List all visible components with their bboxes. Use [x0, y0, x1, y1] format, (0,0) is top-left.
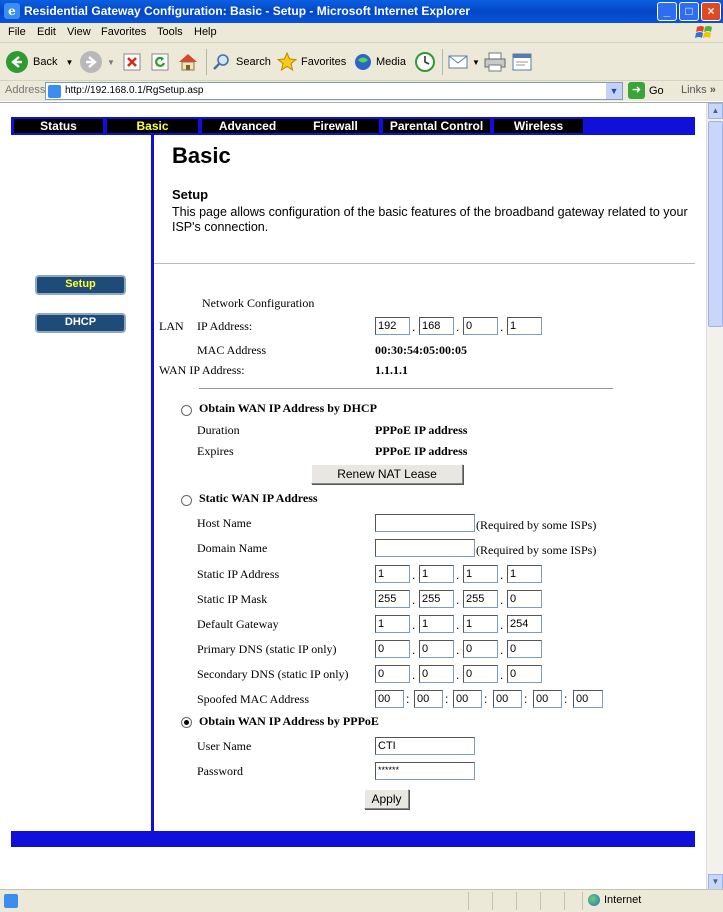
menu-view[interactable]: View — [67, 26, 91, 38]
scroll-up-icon[interactable]: ▲ — [708, 103, 723, 119]
vertical-scrollbar[interactable] — [706, 103, 723, 889]
scroll-thumb[interactable] — [708, 121, 723, 327]
links-expand-icon: » — [709, 84, 716, 96]
address-label: Address — [5, 84, 46, 96]
search-button[interactable] — [212, 49, 271, 75]
sidebar-item-dhcp[interactable]: DHCP — [35, 313, 126, 333]
menu-bar — [0, 23, 723, 43]
static-option-label: Static WAN IP Address — [199, 491, 318, 505]
mac-address-label: MAC Address — [197, 343, 267, 357]
page-viewport: Status Basic Advanced Firewall Parental Control Wireless Setup DHCP Basic Setup This page allows configuration of the basic features of the broadband gateway related to your ISP's connection. Network Configuration LAN IP Address: 192 . 168 . 0 . 1 MAC Address 00:30:54:05:00:05 WAN IP Address: 1.1.1.1 Obtain WAN IP Address by DHCP Duration PPPoE IP address Expires PPPoE IP address Renew NAT Lease Static WAN IP Address Host Name (Required by some ISPs) Domain Name (Required by some ISPs) Static IP Address 1 . 1 . 1 . 1 Static IP Mask 255 . 255 . 255 . 0 Default Gateway 1 . 1 . 1 . 254 Primary DNS (static IP only) 0 . 0 . 0 . 0 Secondary DNS (static IP only) 0 . 0 . 0 . 0 Spoofed MAC Address 00 : 00 : 00 : 00 : 00 : 00 Obtain WAN IP Address by PPPoE User Name CTI Password ****** Apply ▲ ▼ — [0, 102, 723, 889]
history-button[interactable] — [414, 49, 436, 75]
lan-label: LAN — [159, 319, 184, 333]
maximize-icon[interactable]: □ — [679, 2, 699, 21]
lan-ip-octet-1[interactable]: 192 — [375, 317, 410, 335]
wan-ip-label: WAN IP Address: — [159, 363, 245, 377]
section-description: This page allows configuration of the basic features of the broadband gateway related to your ISP's connection. — [172, 205, 688, 234]
duration-label: Duration — [197, 423, 240, 437]
menu-file[interactable]: File — [8, 26, 26, 38]
page-title: Basic — [172, 143, 231, 168]
zone-label: Internet — [604, 894, 642, 906]
wan-ip-value: 1.1.1.1 — [375, 363, 408, 377]
lan-ip-label: IP Address: — [197, 319, 253, 333]
tab-firewall[interactable]: Firewall — [292, 119, 379, 133]
ie-logo-icon: e — [4, 3, 20, 19]
window-title: Residential Gateway Configuration: Basic - Setup - Microsoft Internet Explorer — [24, 4, 471, 18]
spoofed-mac-byte-5[interactable]: 00 — [533, 690, 562, 708]
apply-button[interactable]: Apply — [364, 789, 409, 809]
gateway-octet-2[interactable]: 1 — [419, 615, 454, 633]
host-name-input[interactable] — [375, 514, 475, 532]
windows-logo-icon — [693, 24, 717, 42]
address-url[interactable]: http://192.168.0.1/RgSetup.asp — [65, 85, 204, 96]
mail-button[interactable] — [448, 49, 480, 75]
media-icon — [353, 52, 373, 72]
network-config-heading: Network Configuration — [202, 296, 315, 310]
edit-button[interactable] — [511, 49, 533, 75]
lan-ip-octet-3[interactable]: 0 — [463, 317, 498, 335]
user-name-input[interactable]: CTI — [375, 737, 475, 755]
mask-octet-2[interactable]: 255 — [419, 590, 454, 608]
favorites-star-icon — [276, 51, 298, 73]
gateway-octet-3[interactable]: 1 — [463, 615, 498, 633]
static-ip-octet-2[interactable]: 1 — [419, 565, 454, 583]
links-label: Links — [681, 84, 707, 96]
secondary-dns-octet-2[interactable]: 0 — [419, 665, 454, 683]
pppoe-radio[interactable] — [181, 717, 192, 728]
static-mask-label: Static IP Mask — [197, 592, 268, 606]
spoofed-mac-byte-6[interactable]: 00 — [573, 690, 603, 708]
mask-octet-3[interactable]: 255 — [463, 590, 498, 608]
domain-name-input[interactable] — [375, 539, 475, 557]
spoofed-mac-byte-1[interactable]: 00 — [375, 690, 404, 708]
primary-dns-label: Primary DNS (static IP only) — [197, 642, 337, 656]
stop-button[interactable] — [122, 49, 142, 75]
mask-octet-4[interactable]: 0 — [507, 590, 542, 608]
status-bar — [0, 889, 723, 912]
divider — [154, 263, 695, 264]
primary-dns-octet-2[interactable]: 0 — [419, 640, 454, 658]
user-name-label: User Name — [197, 739, 252, 753]
media-label: Media — [376, 56, 406, 68]
search-icon — [212, 52, 232, 72]
history-icon — [414, 51, 436, 73]
tab-wireless[interactable]: Wireless — [494, 119, 583, 133]
tab-basic[interactable]: Basic — [107, 119, 198, 133]
section-title: Setup — [172, 187, 209, 202]
renew-nat-lease-button[interactable]: Renew NAT Lease — [311, 464, 463, 484]
favorites-button[interactable] — [276, 49, 346, 75]
menu-tools[interactable]: Tools — [157, 26, 183, 38]
password-label: Password — [197, 764, 244, 778]
page-icon — [48, 85, 61, 98]
gateway-octet-4[interactable]: 254 — [507, 615, 542, 633]
primary-dns-octet-1[interactable]: 0 — [375, 640, 410, 658]
menu-help[interactable]: Help — [194, 26, 217, 38]
mac-address-value: 00:30:54:05:00:05 — [375, 343, 467, 357]
host-name-note: (Required by some ISPs) — [476, 518, 597, 532]
secondary-dns-octet-1[interactable]: 0 — [375, 665, 410, 683]
forward-button[interactable] — [80, 49, 115, 75]
printer-icon — [484, 52, 506, 72]
stop-icon — [122, 52, 142, 72]
back-label: Back — [33, 56, 58, 68]
edit-page-icon — [511, 52, 533, 72]
expires-value: PPPoE IP address — [375, 444, 468, 458]
menu-edit[interactable]: Edit — [37, 26, 56, 38]
top-navigation — [11, 117, 695, 135]
dhcp-radio[interactable] — [181, 405, 192, 416]
links-button[interactable] — [681, 84, 716, 96]
home-button[interactable] — [177, 49, 199, 75]
pppoe-option-label: Obtain WAN IP Address by PPPoE — [199, 714, 379, 728]
gateway-label: Default Gateway — [197, 617, 279, 631]
dhcp-option-label: Obtain WAN IP Address by DHCP — [199, 401, 377, 415]
static-ip-octet-4[interactable]: 1 — [507, 565, 542, 583]
forward-arrow-icon — [80, 51, 102, 73]
home-icon — [177, 52, 199, 72]
back-dropdown-icon[interactable]: ▼ — [65, 57, 74, 67]
sidebar-item-setup[interactable]: Setup — [35, 275, 126, 295]
back-button[interactable] — [6, 49, 73, 75]
favorites-label: Favorites — [301, 56, 347, 68]
domain-name-note: (Required by some ISPs) — [476, 543, 597, 557]
mail-icon — [448, 53, 470, 71]
address-bar — [0, 81, 723, 101]
refresh-icon — [150, 52, 170, 72]
bottom-bar — [11, 831, 695, 847]
minimize-icon[interactable]: _ — [657, 2, 677, 21]
back-arrow-icon — [6, 51, 28, 73]
primary-dns-octet-4[interactable]: 0 — [507, 640, 542, 658]
tab-status[interactable]: Status — [14, 119, 103, 133]
print-button[interactable] — [484, 49, 506, 75]
go-arrow-icon: ➜ — [628, 82, 645, 99]
mask-octet-1[interactable]: 255 — [375, 590, 410, 608]
close-icon[interactable]: × — [701, 2, 721, 21]
address-field[interactable] — [45, 82, 623, 100]
password-input[interactable]: ****** — [375, 762, 475, 780]
spoofed-mac-byte-4[interactable]: 00 — [493, 690, 522, 708]
domain-name-label: Domain Name — [197, 541, 268, 555]
lan-ip-octet-2[interactable]: 168 — [419, 317, 454, 335]
secondary-dns-octet-3[interactable]: 0 — [463, 665, 498, 683]
tab-parental-control[interactable]: Parental Control — [383, 119, 490, 133]
spoofed-mac-byte-3[interactable]: 00 — [453, 690, 482, 708]
spoofed-mac-label: Spoofed MAC Address — [197, 692, 310, 706]
window-title-bar — [0, 0, 723, 23]
address-dropdown-icon[interactable]: ▼ — [606, 83, 622, 99]
go-button[interactable] — [628, 82, 664, 99]
go-label: Go — [649, 84, 664, 97]
gateway-octet-1[interactable]: 1 — [375, 615, 410, 633]
static-ip-label: Static IP Address — [197, 567, 280, 581]
internet-globe-icon — [588, 894, 600, 906]
duration-value: PPPoE IP address — [375, 423, 468, 437]
mail-dropdown-icon[interactable]: ▼ — [472, 57, 480, 67]
primary-dns-octet-3[interactable]: 0 — [463, 640, 498, 658]
secondary-dns-octet-4[interactable]: 0 — [507, 665, 542, 683]
lan-ip-octet-4[interactable]: 1 — [507, 317, 542, 335]
page-status-icon — [4, 894, 18, 908]
scroll-down-icon[interactable]: ▼ — [708, 874, 723, 889]
host-name-label: Host Name — [197, 516, 252, 530]
secondary-dns-label: Secondary DNS (static IP only) — [197, 667, 349, 681]
sidebar-divider — [151, 135, 154, 831]
menu-favorites[interactable]: Favorites — [101, 26, 147, 38]
forward-dropdown-icon[interactable]: ▼ — [107, 57, 115, 67]
tab-advanced[interactable]: Advanced — [202, 119, 293, 133]
expires-label: Expires — [197, 444, 234, 458]
browser-toolbar — [0, 43, 723, 81]
search-label: Search — [236, 56, 271, 68]
security-zone — [588, 894, 641, 906]
divider — [199, 388, 613, 389]
spoofed-mac-byte-2[interactable]: 00 — [414, 690, 443, 708]
media-button[interactable] — [353, 49, 406, 75]
refresh-button[interactable] — [150, 49, 170, 75]
static-radio[interactable] — [181, 495, 192, 506]
static-ip-octet-3[interactable]: 1 — [463, 565, 498, 583]
static-ip-octet-1[interactable]: 1 — [375, 565, 410, 583]
